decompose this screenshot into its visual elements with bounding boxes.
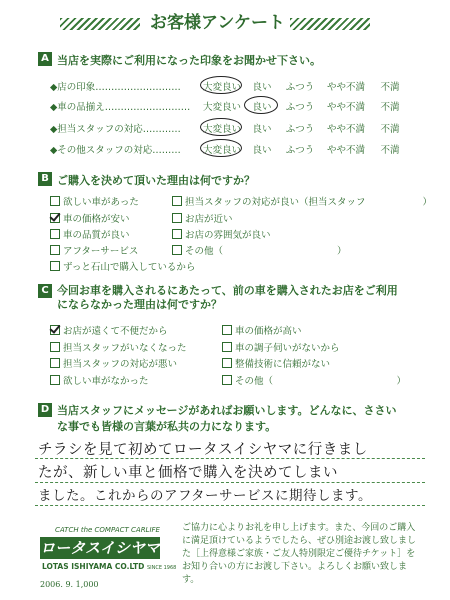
rating-option[interactable]: ふつう [285, 82, 315, 93]
handwritten-message-line-3: ました。これからのアフターサービスに期待します。 [38, 488, 372, 504]
rating-option[interactable]: ふつう [285, 145, 315, 156]
checklist-item[interactable] [222, 323, 302, 337]
checklist-item[interactable] [50, 227, 130, 241]
rating-option[interactable]: 大変良い [200, 121, 244, 135]
checklist-item[interactable] [50, 194, 139, 208]
footer-notice: ご協力に心よりお礼を申し上げます。また、今回のご購入に満足頂けているようでしたら、ぜひ別途お渡し致しました［上得意様ご家族・ご友人特別限定ご優待チケット］をお知り合いの方にお渡し下さい。よろしくお願い致します。 [182, 523, 417, 585]
selected-rating-circle [200, 76, 242, 94]
section-c-heading [38, 284, 398, 312]
rating-option[interactable]: 不満 [380, 82, 400, 93]
checkbox[interactable] [50, 196, 60, 206]
checklist-item[interactable] [222, 356, 330, 370]
checkbox[interactable] [172, 196, 182, 206]
checklist-item-label: 欲しい車がなかった [63, 376, 149, 387]
rating-option[interactable]: ふつう [285, 102, 315, 113]
title-stripe-right [290, 18, 370, 30]
checklist-item-label: ずっと石山で購入しているから [63, 262, 196, 273]
checklist-item-label: 車の価格が高い [235, 326, 302, 337]
checklist-item-label: 車の調子伺いがないから [235, 343, 340, 354]
checkbox[interactable] [50, 342, 60, 352]
checklist-item[interactable] [172, 194, 432, 208]
checklist-item-label: 担当スタッフの対応が悪い [63, 359, 178, 370]
checklist-item-label: お店の雰囲気が良い [185, 230, 271, 241]
rating-row-label: ◆店の印象……………………… [50, 82, 181, 93]
message-rule-2 [35, 482, 425, 483]
rating-option[interactable]: 不満 [380, 145, 400, 156]
section-b-heading [38, 172, 255, 188]
checklist-item-label: 車の品質が良い [63, 230, 130, 241]
rating-row-label: ◆その他スタッフの対応……… [50, 145, 181, 156]
rating-row [50, 96, 430, 116]
checklist-item[interactable] [50, 243, 138, 257]
checklist-item-label: 担当スタッフの対応が良い（担当スタッフ ） [185, 197, 433, 208]
checkbox[interactable] [50, 245, 60, 255]
checklist-item[interactable] [222, 373, 406, 387]
rating-option[interactable]: 不満 [380, 102, 400, 113]
rating-option[interactable]: やや不満 [326, 145, 365, 156]
section-b-question: ご購入を決めて頂いた理由は何ですか？ [57, 174, 255, 187]
section-c-question-line1: 今回お車を購入されるにあたって、前の車を購入されたお店をご利用 [57, 284, 398, 297]
checkbox[interactable] [50, 229, 60, 239]
checklist-item-label: 担当スタッフがいなくなった [63, 343, 187, 354]
section-c-letter: C [38, 284, 52, 298]
checklist-item[interactable] [50, 323, 168, 337]
checkbox[interactable] [222, 325, 232, 335]
page-title: お客様アンケート [150, 13, 285, 33]
rating-option[interactable]: ふつう [285, 124, 315, 135]
handwritten-message-line-1: チラシを見て初めてロータスイシヤマに行きまし [38, 442, 368, 458]
checklist-item-label: お店が遠くて不便だから [63, 326, 168, 337]
company-name-text: LOTAS ISHIYAMA CO.LTD [42, 562, 145, 571]
section-d-question-line1: 当店スタッフにメッセージがあればお願いします。どんなに、ささい [57, 404, 397, 417]
checklist-item[interactable] [50, 259, 195, 273]
selected-rating-circle [244, 96, 278, 114]
section-d-heading [38, 403, 396, 435]
rating-option[interactable]: 良い [244, 99, 280, 113]
checklist-item-label: お店が近い [185, 214, 233, 225]
checklist-item[interactable] [222, 340, 340, 354]
checklist-item-label: その他（ ） [185, 246, 347, 257]
handwritten-message-line-2: たが、新しい車と価格で購入を決めてしまい [38, 465, 338, 481]
checklist-item[interactable] [50, 373, 149, 387]
checklist-item-label: その他（ ） [235, 376, 407, 387]
section-c-question-line2: にならなかった理由は何ですか？ [57, 298, 222, 311]
rating-row [50, 139, 430, 159]
message-rule-3 [35, 505, 425, 506]
section-d-letter: D [38, 403, 52, 417]
company-logo: ロータスイシヤマ [40, 539, 160, 557]
rating-option[interactable]: 大変良い [202, 102, 241, 113]
checkbox-checked[interactable] [50, 213, 60, 223]
rating-option[interactable]: やや不満 [326, 82, 365, 93]
checklist-item[interactable] [172, 227, 271, 241]
header [0, 6, 450, 36]
checklist-item-label: 整備技術に信頼がない [235, 359, 331, 370]
checklist-item-label: 欲しい車があった [63, 197, 139, 208]
logo-tagline: CATCH the COMPACT CARLIFE [55, 526, 160, 534]
checklist-item-label: 車の価格が安い [63, 214, 130, 225]
checkbox[interactable] [222, 358, 232, 368]
company-name [42, 562, 176, 571]
rating-option[interactable]: 大変良い [200, 79, 244, 93]
rating-option[interactable]: 良い [252, 82, 272, 93]
selected-rating-circle [200, 139, 242, 157]
rating-row-label: ◆車の品揃え……………………… [50, 102, 191, 113]
section-a-question: 当店を実際にご利用になった印象をお聞かせ下さい。 [57, 54, 321, 67]
print-date: 2006. 9. 1,000 [40, 580, 99, 589]
checklist-item-label: アフターサービス [63, 246, 139, 257]
selected-rating-circle [200, 118, 242, 136]
checkbox-checked[interactable] [50, 325, 60, 335]
checkbox[interactable] [50, 358, 60, 368]
rating-option[interactable]: やや不満 [326, 102, 365, 113]
rating-row-label: ◆担当スタッフの対応………… [50, 124, 181, 135]
section-a-letter: A [38, 52, 52, 66]
section-d-question-line2: な事でも皆様の言葉が私共の力になります。 [57, 420, 277, 433]
checklist-item[interactable] [50, 211, 130, 225]
checkbox[interactable] [222, 342, 232, 352]
rating-option[interactable]: 良い [252, 145, 272, 156]
section-a-heading [38, 52, 321, 68]
checklist-item[interactable] [172, 211, 233, 225]
checkbox[interactable] [222, 375, 232, 385]
rating-option[interactable]: やや不満 [326, 124, 365, 135]
rating-option[interactable]: 大変良い [200, 142, 244, 156]
checkbox[interactable] [50, 261, 60, 271]
checkbox[interactable] [50, 375, 60, 385]
rating-option[interactable]: 良い [252, 124, 272, 135]
company-since: SINCE 1968 [146, 565, 177, 571]
checklist-item[interactable] [50, 356, 177, 370]
section-b-letter: B [38, 172, 52, 186]
title-stripe-left [60, 18, 140, 30]
rating-row [50, 76, 430, 96]
checklist-item[interactable] [172, 243, 347, 257]
checkbox[interactable] [172, 213, 182, 223]
rating-option[interactable]: 不満 [380, 124, 400, 135]
checklist-item[interactable] [50, 340, 187, 354]
rating-row [50, 118, 430, 138]
checkbox[interactable] [172, 245, 182, 255]
checkbox[interactable] [172, 229, 182, 239]
